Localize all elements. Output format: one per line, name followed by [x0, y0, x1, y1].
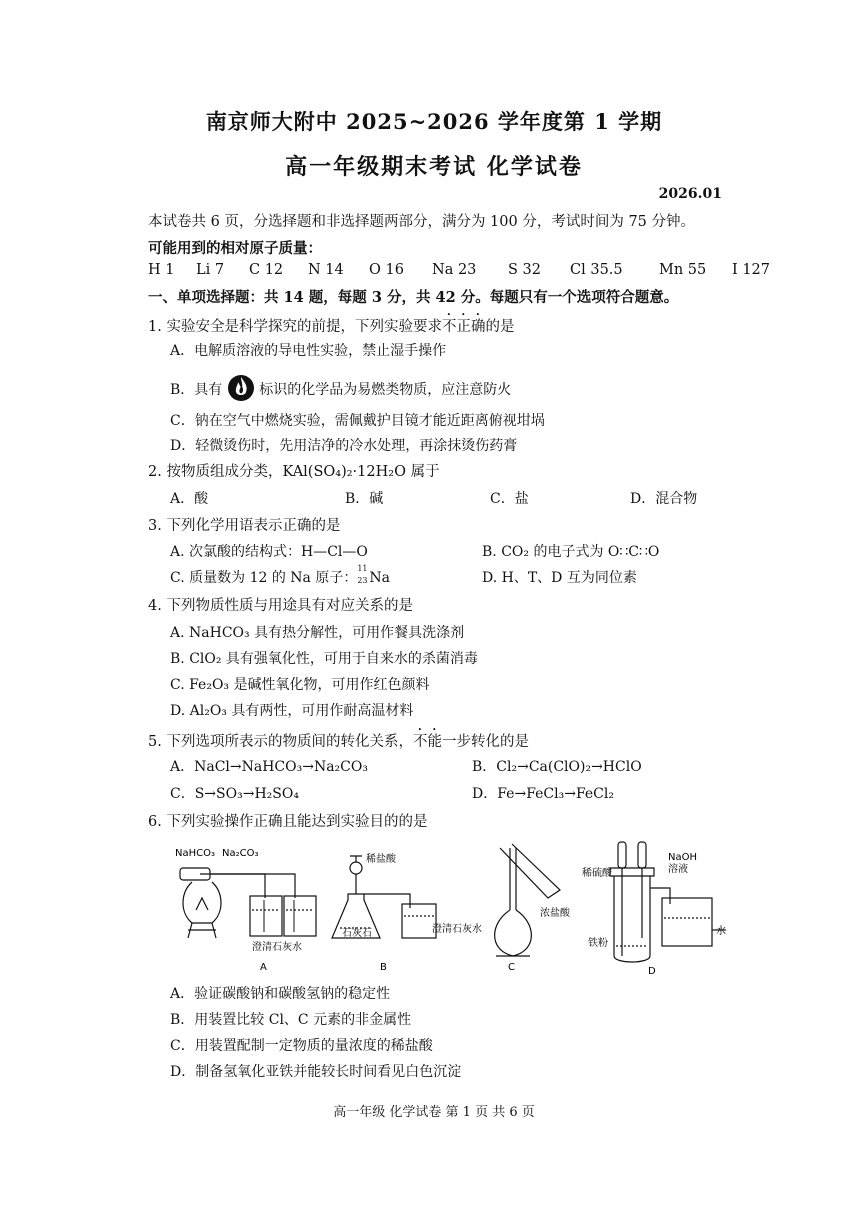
flammable-hazard-icon: [227, 373, 255, 403]
question-4-stem: 4. 下列物质性质与用途具有对应关系的是: [148, 598, 413, 614]
mass-item: H 1: [148, 262, 175, 278]
q3-option-a: A. 次氯酸的结构式：H—Cl—O: [170, 544, 368, 560]
q3-option-b: B. CO₂ 的电子式为 O∷C∷O: [482, 544, 660, 560]
mass-number: 23: [357, 576, 368, 585]
mass-item: Li 7: [196, 262, 225, 278]
q5-option-b: B．Cl₂→Ca(ClO)₂→HClO: [472, 759, 642, 775]
label-fig-a: A: [260, 962, 267, 973]
q4-option-d: D. Al₂O₃ 具有两性，可用作耐高温材料: [170, 703, 414, 719]
exam-date: 2026.01: [658, 186, 722, 202]
intro-line: 本试卷共 6 页，分选择题和非选择题两部分，满分为 100 分，考试时间为 75 分钟。: [148, 214, 696, 230]
section-heading: 一、单项选择题：共 14 题，每题 3 分，共 42 分。每题只有一个选项符合题意。: [148, 289, 679, 306]
atomic-mass-heading: 可能用到的相对原子质量：: [148, 240, 322, 257]
q5-option-a: A．NaCl→NaHCO₃→Na₂CO₃: [170, 759, 368, 775]
q2-option-d: D．混合物: [630, 491, 698, 507]
exam-title: 南京师大附中 2025~2026 学年度第 1 学期: [205, 109, 663, 134]
question-5-stem: 5. 下列选项所表示的物质间的转化关系，不能一步转化的是: [148, 734, 529, 750]
label-limestone: 石灰石: [342, 928, 372, 939]
q2-option-c: C．盐: [490, 491, 529, 507]
q2-option-a: A．酸: [170, 491, 209, 507]
q6-option-d: D．制备氢氧化亚铁并能较长时间看见白色沉淀: [170, 1064, 462, 1080]
label-conc-hcl: 浓盐酸: [540, 908, 570, 919]
q5-option-c: C．S→SO₃→H₂SO₄: [170, 786, 299, 802]
apparatus-a: [180, 868, 316, 938]
mass-item: C 12: [249, 262, 284, 278]
q4-option-b: B. ClO₂ 具有强氧化性，可用于自来水的杀菌消毒: [170, 651, 478, 667]
q1-option-d: D．轻微烫伤时，先用洁净的冷水处理，再涂抹烫伤药膏: [170, 438, 518, 454]
q3-option-d: D. H、T、D 互为同位素: [482, 570, 637, 586]
label-nahco3: NaHCO₃: [175, 848, 215, 859]
q3-option-c: C. 质量数为 12 的 Na 原子： 11 23 Na: [170, 564, 390, 586]
label-dilute-hcl: 稀盐酸: [366, 854, 396, 865]
q6-option-c: C．用装置配制一定物质的量浓度的稀盐酸: [170, 1038, 433, 1054]
label-dilute-h2so4: 稀硫酸: [582, 868, 612, 879]
mass-item: Na 23: [432, 262, 477, 278]
label-iron-powder: 铁粉: [588, 938, 608, 949]
label-na2co3: Na₂CO₃: [222, 848, 259, 859]
q6-option-a: A．验证碳酸钠和碳酸氢钠的稳定性: [170, 986, 391, 1002]
q4-option-a: A. NaHCO₃ 具有热分解性，可用作餐具洗涤剂: [170, 625, 465, 641]
mass-item: I 127: [732, 262, 771, 278]
atomic-number: 11: [357, 564, 368, 573]
label-naoh: NaOH: [668, 852, 697, 863]
question-1-stem: 1. 实验安全是科学探究的前提，下列实验要求不正确的是: [148, 319, 515, 335]
label-fig-b: B: [380, 962, 387, 973]
mass-item: Cl 35.5: [570, 262, 623, 278]
q4-option-c: C. Fe₂O₃ 是碱性氧化物，可用作红色颜料: [170, 677, 430, 693]
apparatus-b: [332, 856, 436, 938]
apparatus-c: [495, 844, 560, 956]
exam-subtitle: 高一年级期末考试 化学试卷: [285, 154, 583, 180]
q1-option-a: A．电解质溶液的导电性实验，禁止湿手操作: [170, 343, 447, 359]
mass-item: S 32: [508, 262, 541, 278]
mass-item: O 16: [369, 262, 404, 278]
label-limewater-b: 澄清石灰水: [432, 924, 482, 935]
apparatus-figure: [170, 838, 730, 978]
q1-option-b: B．具有 标识的化学品为易燃类物质，应注意防火: [170, 373, 511, 403]
question-3-stem: 3. 下列化学用语表示正确的是: [148, 518, 341, 534]
question-6-stem: 6. 下列实验操作正确且能达到实验目的的是: [148, 814, 428, 830]
q2-option-b: B．碱: [345, 491, 384, 507]
label-limewater-a: 澄清石灰水: [252, 942, 302, 953]
mass-item: N 14: [308, 262, 344, 278]
label-fig-c: C: [508, 962, 515, 973]
mass-item: Mn 55: [659, 262, 707, 278]
q6-option-b: B．用装置比较 Cl、C 元素的非金属性: [170, 1012, 412, 1028]
page-footer: 高一年级 化学试卷 第 1 页 共 6 页: [333, 1105, 535, 1120]
q1-option-c: C．钠在空气中燃烧实验，需佩戴护目镜才能近距离俯视坩埚: [170, 413, 545, 429]
label-water: 水: [716, 926, 726, 937]
label-solution: 溶液: [668, 864, 688, 875]
label-fig-d: D: [648, 966, 656, 977]
question-2-stem: 2. 按物质组成分类，KAl(SO₄)₂·12H₂O 属于: [148, 464, 440, 480]
q5-option-d: D．Fe→FeCl₃→FeCl₂: [472, 786, 614, 802]
